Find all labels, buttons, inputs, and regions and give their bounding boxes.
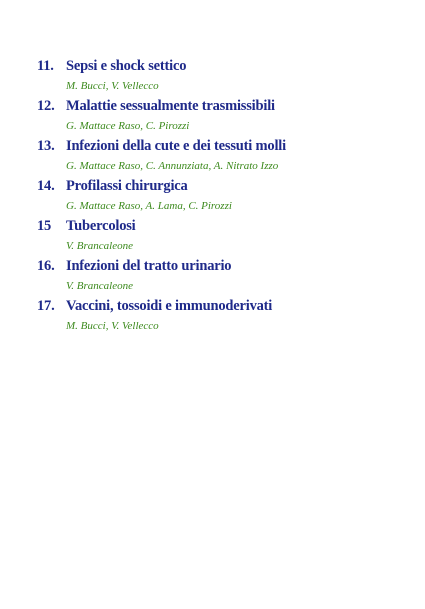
- chapter-number: 15: [37, 218, 52, 234]
- chapter-authors: M. Bucci, V. Vellecco: [66, 80, 159, 92]
- chapter-title: Infezioni della cute e dei tessuti molli: [66, 138, 286, 154]
- chapter-title: Vaccini, tossoidi e immunoderivati: [66, 298, 273, 314]
- toc-entry: [37, 216, 417, 256]
- toc-entry-heading: [37, 176, 417, 196]
- chapter-title: Tubercolosi: [66, 218, 136, 234]
- toc-entry-heading: [37, 296, 417, 316]
- chapter-authors: G. Mattace Raso, C. Annunziata, A. Nitrato Izzo: [66, 160, 279, 172]
- chapter-authors: G. Mattace Raso, C. Pirozzi: [66, 120, 190, 132]
- chapter-title: Infezioni del tratto urinario: [66, 258, 232, 274]
- chapter-number: 17.: [37, 298, 55, 314]
- chapter-authors: G. Mattace Raso, A. Lama, C. Pirozzi: [66, 200, 232, 212]
- chapter-title: Sepsi e shock settico: [66, 58, 187, 74]
- toc-entry-heading: [37, 96, 417, 116]
- chapter-number: 14.: [37, 178, 55, 194]
- chapter-number: 12.: [37, 98, 55, 114]
- toc-entry-heading: [37, 216, 417, 236]
- chapter-number: 11.: [37, 58, 54, 74]
- chapter-authors: V. Brancaleone: [66, 280, 134, 292]
- toc-entry-heading: [37, 56, 417, 76]
- toc-entry: [37, 56, 417, 96]
- toc-entry: [37, 96, 417, 136]
- chapter-authors: M. Bucci, V. Vellecco: [66, 320, 159, 332]
- toc-entry: [37, 256, 417, 296]
- chapter-title: Malattie sessualmente trasmissibili: [66, 98, 275, 114]
- table-of-contents: [37, 56, 417, 336]
- toc-entry: [37, 296, 417, 336]
- toc-entry-heading: [37, 136, 417, 156]
- chapter-title: Profilassi chirurgica: [66, 178, 188, 194]
- chapter-number: 13.: [37, 138, 55, 154]
- toc-entry: [37, 136, 417, 176]
- chapter-number: 16.: [37, 258, 55, 274]
- toc-entry-heading: [37, 256, 417, 276]
- chapter-authors: V. Brancaleone: [66, 240, 134, 252]
- toc-entry: [37, 176, 417, 216]
